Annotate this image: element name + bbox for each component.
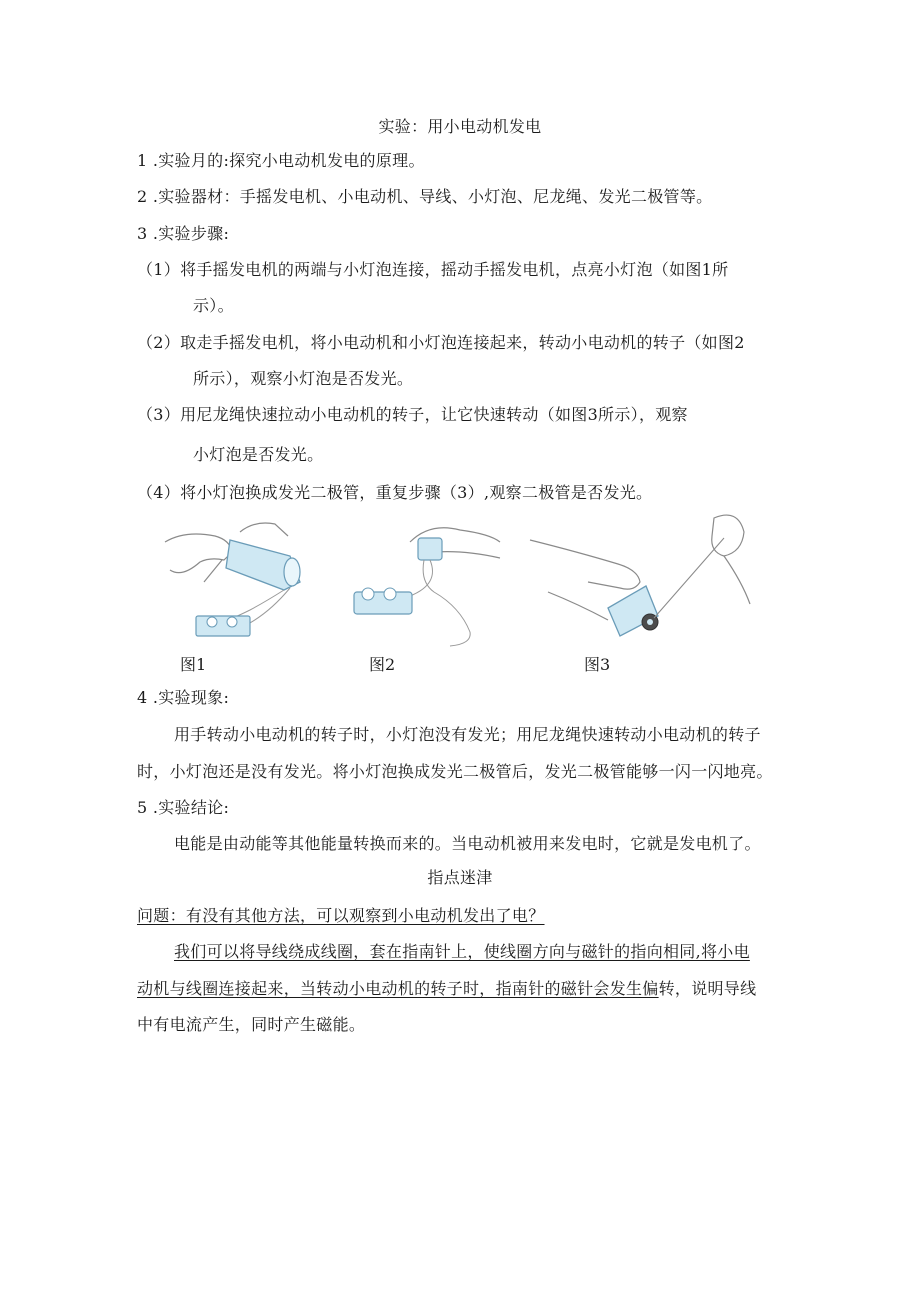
figure-2-caption: 图2 (369, 655, 396, 674)
phenomenon-line-1: 用手转动小电动机的转子时，小灯泡没有发光；用尼龙绳快速转动小电动机的转子 (174, 725, 761, 744)
step-2-line-1: （2）取走手摇发电机，将小电动机和小灯泡连接起来，转动小电动机的转子（如图2 (137, 333, 745, 352)
section-steps-heading: 3 .实验步骤: (137, 224, 230, 243)
step-2-line-2: 所示），观察小灯泡是否发光。 (193, 369, 414, 388)
tips-answer-line-2 (137, 978, 756, 1000)
section-phenomenon-heading: 4 .实验现象: (137, 688, 230, 707)
hand-crank-generator-illustration (160, 512, 325, 652)
step-4: （4）将小灯泡换成发光二极管，重复步骤（3）,观察二极管是否发光。 (137, 483, 653, 502)
tips-answer-line-3: 中有电流产生，同时产生磁能。 (137, 1015, 366, 1034)
conclusion-text: 电能是由动能等其他能量转换而来的。当电动机被用来发电时，它就是发电机了。 (174, 834, 761, 853)
small-motor-with-bulb-illustration (350, 512, 505, 652)
section-materials: 2 .实验器材：手摇发电机、小电动机、导线、小灯泡、尼龙绳、发光二极管等。 (137, 187, 713, 206)
tips-answer-underlined-part: 动机与线圈连接起来，当转动小电动机的转子时，指南针的磁针会发生偏 (137, 979, 659, 998)
step-3-line-1: （3）用尼龙绳快速拉动小电动机的转子，让它快速转动（如图3所示），观察 (137, 405, 688, 424)
section-conclusion-heading: 5 .实验结论: (137, 798, 230, 817)
tips-heading: 指点迷津 (427, 868, 493, 887)
tips-answer-plain-part: 转，说明导线 (658, 979, 757, 998)
nylon-rope-pulling-motor-illustration (528, 512, 758, 652)
page-title: 实验：用小电动机发电 (378, 117, 542, 136)
figure-3-caption: 图3 (584, 655, 611, 674)
section-purpose: 1 .实验月的:探究小电动机发电的原理。 (137, 151, 425, 170)
phenomenon-line-2: 时，小灯泡还是没有发光。将小灯泡换成发光二极管后，发光二极管能够一闪一闪地亮。 (137, 762, 773, 781)
tips-answer-line-1: 我们可以将导线绕成线圈，套在指南针上，使线圈方向与磁针的指向相同,将小电 (174, 942, 750, 961)
step-1-line-2: 示）。 (193, 296, 234, 315)
step-1-line-1: （1）将手摇发电机的两端与小灯泡连接，摇动手摇发电机，点亮小灯泡（如图1所 (137, 260, 729, 279)
step-3-line-2: 小灯泡是否发光。 (193, 445, 324, 464)
tips-question: 问题：有没有其他方法，可以观察到小电动机发出了电？ (137, 906, 545, 925)
figure-1-caption: 图1 (180, 655, 207, 674)
